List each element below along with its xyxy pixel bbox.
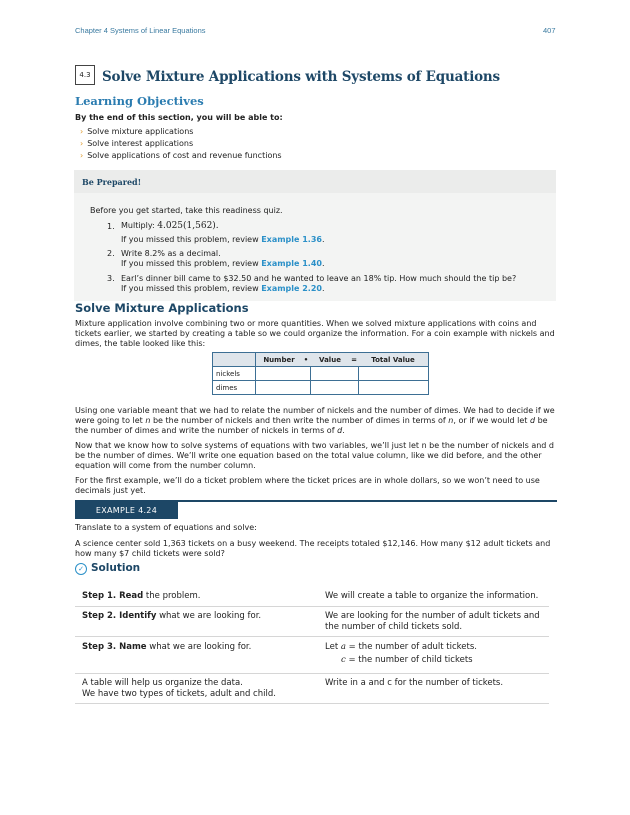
step-left: Step 2. Identify what we are looking for.	[82, 611, 262, 621]
paragraph: For the first example, we’ll do a ticket problem where the ticket prices are in whole dollars, so we won’t need to use decimals just yet.	[75, 476, 540, 495]
table-cell	[310, 367, 358, 381]
table-cell	[358, 381, 429, 395]
table-header: •	[302, 353, 310, 367]
learning-objectives-heading: Learning Objectives	[75, 94, 204, 108]
table-header: Total Value	[358, 353, 429, 367]
objective-item: › Solve applications of cost and revenue functions	[80, 151, 282, 160]
step-left: A table will help us organize the data.	[82, 678, 243, 688]
quiz-number: 1.	[107, 222, 115, 231]
table-header: Value	[310, 353, 350, 367]
section-title: Solve Mixture Applications with Systems of Equations	[102, 69, 500, 85]
table-cell	[256, 367, 311, 381]
check-circle-icon: ✓	[75, 563, 87, 575]
step-right: We are looking for the number of adult tickets and the number of child tickets sold.	[325, 611, 540, 632]
example-instruction: Translate to a system of equations and solve:	[75, 523, 257, 532]
table-row	[213, 381, 429, 395]
quiz-question: Write 8.2% as a decimal.	[121, 249, 221, 258]
quiz-review: If you missed this problem, review Example 1.36.	[121, 235, 325, 244]
quiz-question: Earl’s dinner bill came to $32.50 and he wanted to leave an 18% tip. How much should the tip be?	[121, 274, 517, 283]
coin-table	[212, 352, 429, 395]
bullet-icon: ›	[80, 139, 84, 148]
objective-item: › Solve mixture applications	[80, 127, 194, 136]
step-right: Let a = the number of adult tickets.	[325, 642, 477, 652]
bullet-icon: ›	[80, 127, 84, 136]
objectives-intro: By the end of this section, you will be able to:	[75, 113, 283, 122]
quiz-question: Multiply: 4.025(1,562).	[121, 221, 219, 231]
quiz-review: If you missed this problem, review Example 2.20.	[121, 284, 325, 293]
page-number: 407	[543, 26, 556, 35]
step-right: We will create a table to organize the information.	[325, 591, 539, 601]
step-left: Step 3. Name what we are looking for.	[82, 642, 252, 652]
example-tag: EXAMPLE 4.24	[75, 502, 178, 519]
section-number-badge: 4.3	[75, 65, 95, 85]
step-left: Step 1. Read the problem.	[82, 591, 201, 601]
example-problem: A science center sold 1,363 tickets on a busy weekend. The receipts totaled $12,146. How many $12 adult tickets and how many $7 child tickets were sold?	[75, 539, 551, 558]
table-cell	[256, 381, 311, 395]
subsection-heading: Solve Mixture Applications	[75, 301, 249, 315]
table-row	[213, 367, 429, 381]
table-cell: dimes	[213, 381, 256, 395]
paragraph: Now that we know how to solve systems of equations with two variables, we’ll just let n be the number of nickels and d be the number of dimes. We’ll write one equation based on the total value column, like we did before, and the other equation will come from the number column.	[75, 441, 554, 470]
table-cell	[358, 367, 429, 381]
example-link[interactable]: Example 1.40	[261, 259, 322, 268]
be-prepared-header	[74, 170, 556, 193]
table-header	[213, 353, 256, 367]
quiz-number: 3.	[107, 274, 115, 283]
paragraph: Mixture application involve combining two or more quantities. When we solved mixture applications with coins and tickets earlier, we started by creating a table so we could organize the information. For a coin example with nickels and dimes, the table looked like this:	[75, 319, 555, 348]
quiz-intro: Before you get started, take this readiness quiz.	[90, 206, 283, 215]
example-link[interactable]: Example 1.36	[261, 235, 322, 244]
step-left: We have two types of tickets, adult and child.	[82, 689, 276, 699]
solution-label: Solution	[91, 562, 141, 574]
objective-item: › Solve interest applications	[80, 139, 194, 148]
quiz-review: If you missed this problem, review Example 1.40.	[121, 259, 325, 268]
step-right: c = the number of child tickets	[341, 655, 473, 665]
be-prepared-title: Be Prepared!	[82, 177, 142, 187]
example-link[interactable]: Example 2.20	[261, 284, 322, 293]
bullet-icon: ›	[80, 151, 84, 160]
quiz-number: 2.	[107, 249, 115, 258]
step-right: Write in a and c for the number of tickets.	[325, 678, 504, 688]
table-cell	[310, 381, 358, 395]
running-header: Chapter 4 Systems of Linear Equations	[75, 26, 206, 35]
table-header: =	[350, 353, 358, 367]
table-header: Number	[256, 353, 303, 367]
paragraph: Using one variable meant that we had to relate the number of nickels and the number of dimes. We had to decide if we were going to let n be the number of nickels and then write the number of dimes in terms of n, or if we would let d be the number of dimes and write the number of nickels in terms of d.	[75, 406, 555, 435]
table-cell: nickels	[213, 367, 256, 381]
